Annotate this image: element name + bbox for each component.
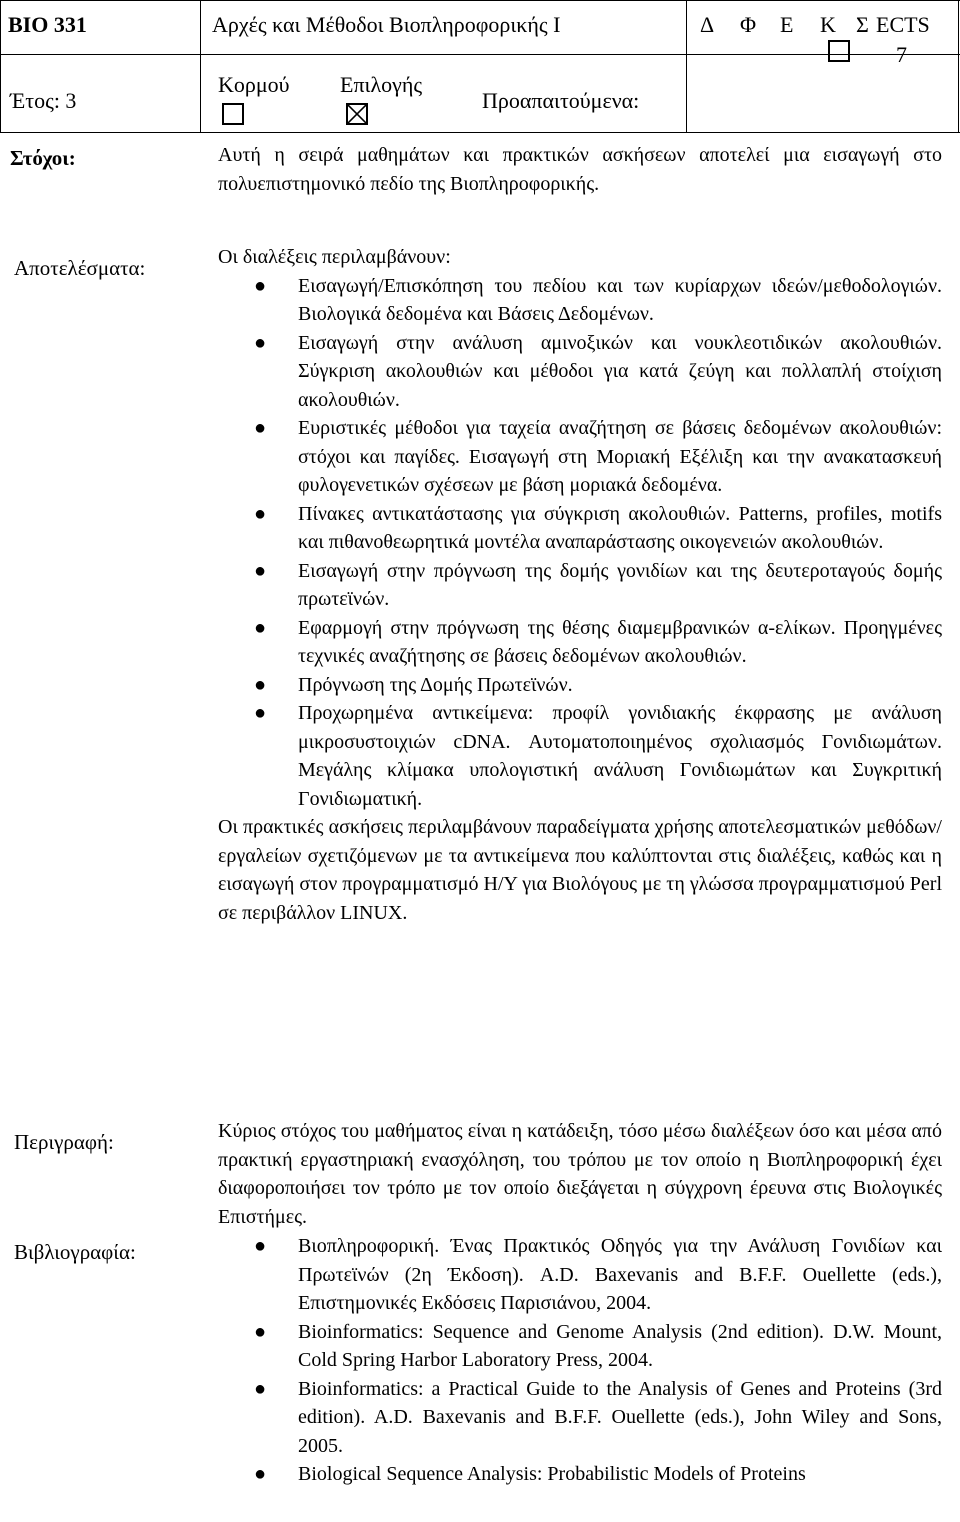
list-item: ● Βιοπληροφορική. Ένας Πρακτικός Οδηγός για την Ανάλυση Γονιδίων και Πρωτεϊνών (2η Έκδοση). A.D. Baxevanis and B.F.F. Ouellette (eds.), Επιστημονικές Εκδόσεις Παρισιάνου, 2004. <box>216 1232 942 1318</box>
list-item: ● Εισαγωγή στην πρόγνωση της δομής γονιδίων και της δευτεροταγούς δομής πρωτεϊνών. <box>216 557 942 614</box>
bibliography-list <box>216 1232 942 1489</box>
column-epsilon: Ε <box>780 12 794 37</box>
bullet-icon: ● <box>254 274 267 297</box>
bibliography-label: Βιβλιογραφία: <box>14 1240 136 1264</box>
label-column-divider <box>200 0 201 132</box>
bullet-icon: ● <box>254 1377 267 1400</box>
table-left-border <box>0 0 1 132</box>
bullet-icon: ● <box>254 331 267 354</box>
outcomes-list <box>216 272 942 814</box>
column-delta: Δ <box>700 12 715 37</box>
bullet-icon: ● <box>254 616 267 639</box>
description-label: Περιγραφή: <box>14 1130 114 1154</box>
description-text: Κύριος στόχος του μαθήματος είναι η κατάδειξη, τόσο μέσω διαλέξεων όσο και μέσα από πρακτική εργαστηριακή ενασχόληση, του τρόπου με τον οποίο η Βιοπληροφορική έχει διαφοροποιήσει τον τρόπο με τον οποίο διεξάγεται η σύγχρονη έρευνα στις Βιολογικές Επιστήμες. <box>218 1120 942 1228</box>
objectives-label: Στόχοι: <box>10 146 76 170</box>
bullet-icon: ● <box>254 702 267 724</box>
table-top-border <box>0 0 960 1</box>
course-title: Αρχές και Μέθοδοι Βιοπληροφορικής Ι <box>212 12 561 37</box>
table-right-border <box>958 0 959 132</box>
ects-value: 7 <box>896 42 907 67</box>
column-phi: Φ <box>740 12 757 37</box>
elective-checkbox[interactable] <box>346 103 368 125</box>
bullet-icon: ● <box>254 1235 267 1257</box>
bullet-icon: ● <box>254 559 267 582</box>
outcomes-section <box>218 243 942 927</box>
list-item: ● Bioinformatics: Sequence and Genome Analysis (2nd edition). D.W. Mount, Cold Spring Harbor Laboratory Press, 2004. <box>216 1318 942 1375</box>
list-item: ● Εισαγωγή/Επισκόπηση του πεδίου και των κυρίαρχων ιδεών/μεθοδολογιών. Βιολογικά δεδομένα και Βάσεις Δεδομένων. <box>216 272 942 329</box>
list-item: ● Ευριστικές μέθοδοι για ταχεία αναζήτηση σε βάσεις δεδομένων ακολουθιών: στόχοι και παγίδες. Εισαγωγή στη Μοριακή Εξέλιξη και την ανακατασκευή φυλογενετικών σχέσεων με βάση μοριακά δεδομένα. <box>216 414 942 500</box>
column-sigma: Σ <box>856 12 869 37</box>
list-item: ● Πίνακες αντικατάστασης για σύγκριση ακολουθιών. Patterns, profiles, motifs και πιθανοθεωρητικά μοντέλα αναπαράστασης οικογενειών ακολουθιών. <box>216 500 942 557</box>
bullet-icon: ● <box>254 673 267 696</box>
list-item: ● Biological Sequence Analysis: Probabilistic Models of Proteins <box>216 1460 942 1489</box>
objectives-text: Αυτή η σειρά μαθημάτων και πρακτικών ασκήσεων αποτελεί μια εισαγωγή στο πολυεπιστημονικό πεδίο της Βιοπληροφορικής. <box>218 144 942 195</box>
bullet-icon: ● <box>254 417 267 439</box>
list-item: ● Bioinformatics: a Practical Guide to the Analysis of Genes and Proteins (3rd edition). A.D. Baxevanis and B.F.F. Ouellette (eds.), John Wiley and Sons, 2005. <box>216 1375 942 1461</box>
elective-label: Επιλογής <box>340 72 423 97</box>
list-item: ● Προχωρημένα αντικείμενα: προφίλ γονιδιακής έκφρασης με ανάλυση μικροσυστοιχιών cDNA. Αυτοματοποιημένος σχολιασμός Γονιδιωμάτων. Μεγάλης κλίμακα υπολογιστική ανάλυση Γονιδιωμάτων και Συγκριτική Γονιδιωματική. <box>216 699 942 813</box>
list-item: ● Εφαρμογή στην πρόγνωση της θέσης διαμεμβρανικών α-ελίκων. Προηγμένες τεχνικές αναζήτησης σε βάσεις δεδομένων ακολουθιών. <box>216 614 942 671</box>
outcomes-intro: Οι διαλέξεις περιλαμβάνουν: <box>218 246 451 268</box>
title-column-divider <box>686 0 687 132</box>
column-kappa: Κ <box>820 12 836 37</box>
bullet-icon: ● <box>254 1320 267 1343</box>
bullet-icon: ● <box>254 502 267 525</box>
list-item: ● Εισαγωγή στην ανάλυση αμινοξικών και νουκλεοτιδικών ακολουθιών. Σύγκριση ακολουθιών και μέθοδοι για κατά ζεύγη και πολλαπλή στοίχιση ακολουθιών. <box>216 329 942 415</box>
list-item: ● Πρόγνωση της Δομής Πρωτεϊνών. <box>216 671 942 700</box>
core-label: Κορμού <box>218 72 290 97</box>
ects-checkbox[interactable] <box>828 40 850 62</box>
year-label: Έτος: 3 <box>10 88 77 113</box>
header-bottom-border <box>0 132 960 133</box>
header-row-divider <box>0 54 960 55</box>
bibliography-section <box>218 1232 942 1489</box>
checkbox-cross-icon <box>348 105 366 123</box>
prerequisites-label: Προαπαιτούμενα: <box>482 88 640 113</box>
outcomes-label: Αποτελέσματα: <box>14 256 146 280</box>
core-checkbox[interactable] <box>222 103 244 125</box>
ects-label: ECTS <box>876 12 930 37</box>
bullet-icon: ● <box>254 1463 267 1485</box>
course-code: BIO 331 <box>8 12 87 37</box>
practicals-text: Οι πρακτικές ασκήσεις περιλαμβάνουν παραδείγματα χρήσης αποτελεσματικών μεθόδων/εργαλείων σχετιζόμενων με τα αντικείμενα που καλύπτονται στις διαλέξεις, καθώς και η εισαγωγή στον προγραμματισμό Η/Υ για Βιολόγους με τη γλώσσα προγραμματισμού Perl σε περιβάλλον LINUX. <box>218 816 942 924</box>
